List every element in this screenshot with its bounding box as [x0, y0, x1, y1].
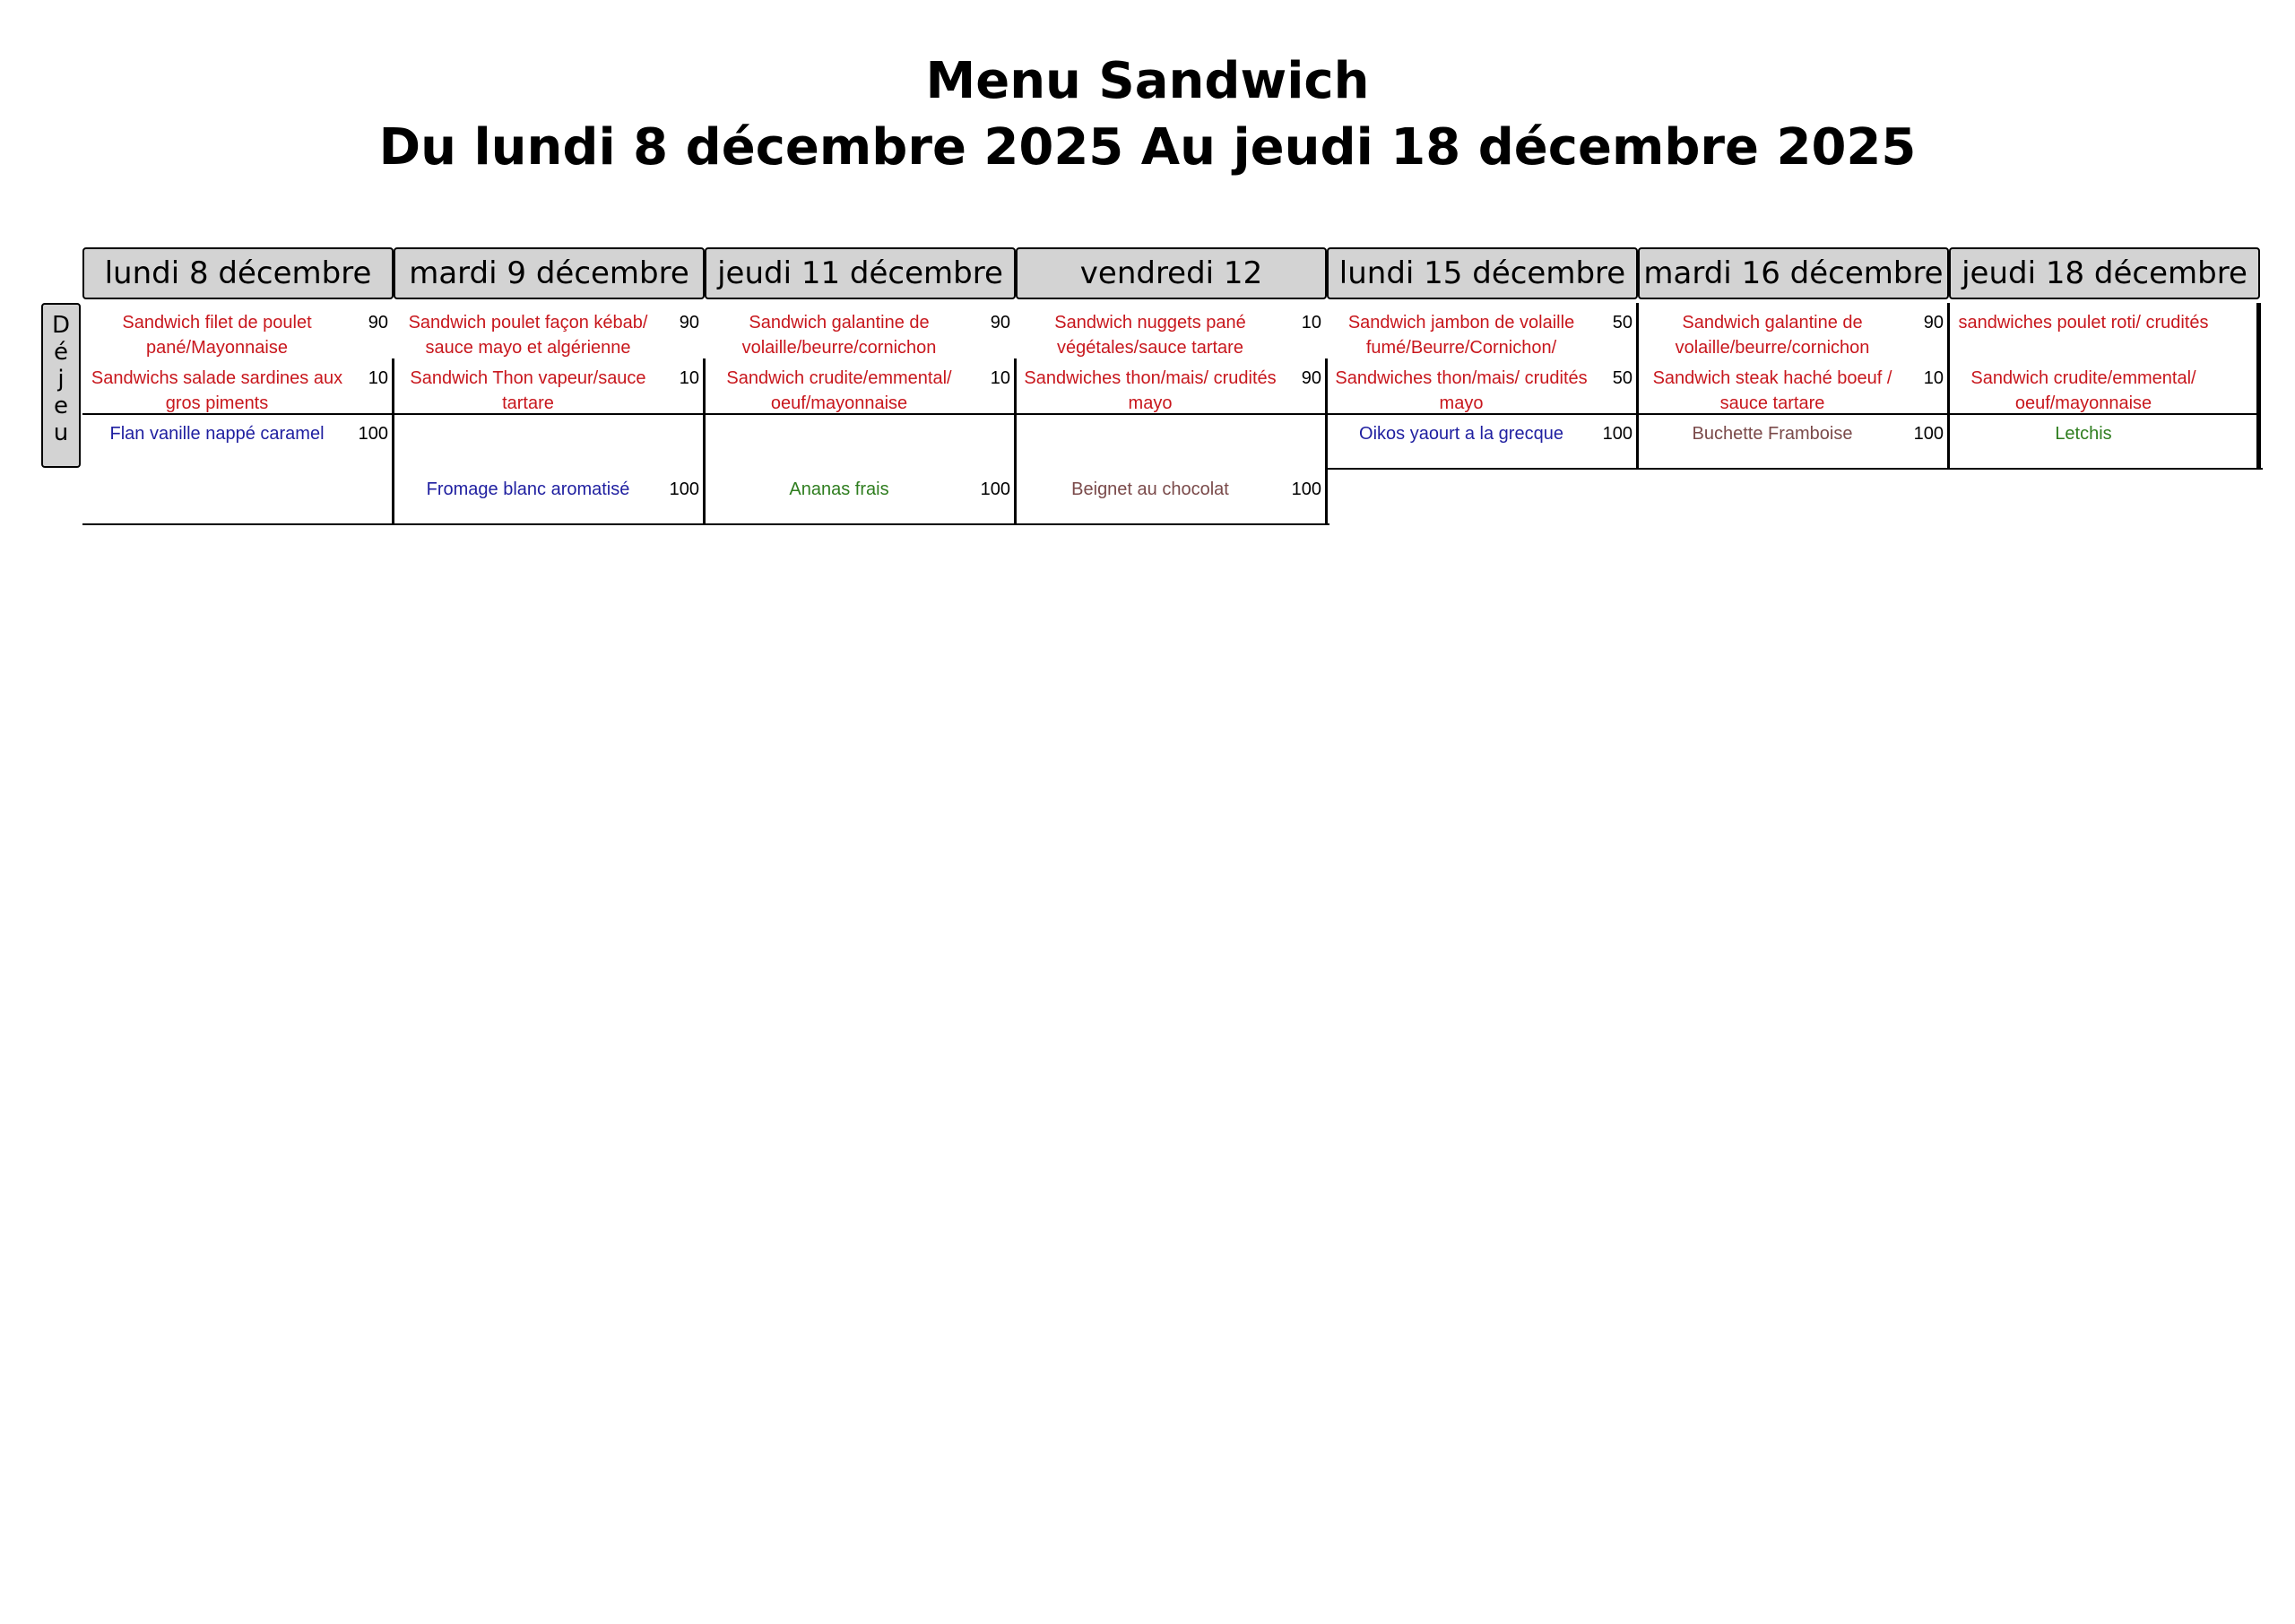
- dish-name: Sandwiches thon/mais/ crudités mayo: [1024, 368, 1277, 413]
- dish-name: Sandwich jambon de volaille fumé/Beurre/Cornichon/: [1347, 313, 1575, 358]
- dish-cell: [394, 477, 705, 527]
- table-bottom-border: [1016, 523, 1329, 525]
- dish-cell: [1327, 366, 1638, 416]
- page-subtitle: Du lundi 8 décembre 2025 Au jeudi 18 décembre 2025: [378, 118, 1917, 177]
- day-header: jeudi 11 décembre: [705, 247, 1016, 299]
- dish-name: Oikos yaourt a la grecque: [1359, 424, 1563, 444]
- dish-name: Sandwich steak haché boeuf / sauce tartare: [1652, 368, 1892, 413]
- dish-cell: [1016, 310, 1327, 360]
- dish-name: Sandwiches thon/mais/ crudités mayo: [1335, 368, 1588, 413]
- dish-cell: [1949, 366, 2260, 416]
- row-divider: [1638, 413, 1949, 415]
- dish-cell: [82, 366, 394, 416]
- dish-name: Sandwich crudite/emmental/ oeuf/mayonnaise: [1970, 368, 2196, 413]
- dish-name: Sandwichs salade sardines aux gros piments: [91, 368, 343, 413]
- row-divider: [394, 413, 705, 415]
- dish-name: Beignet au chocolat: [1071, 479, 1229, 499]
- dish-name: Fromage blanc aromatisé: [426, 479, 630, 499]
- day-header: mardi 16 décembre: [1638, 247, 1949, 299]
- dish-cell: [705, 310, 1016, 360]
- dish-quantity: 100: [980, 479, 1010, 499]
- dish-name: Ananas frais: [789, 479, 889, 499]
- row-divider: [1327, 413, 1638, 415]
- dish-cell: [1327, 310, 1638, 360]
- dish-quantity: 100: [358, 424, 388, 444]
- dish-cell: [1949, 310, 2260, 360]
- dish-quantity: 100: [1291, 479, 1321, 499]
- table-bottom-border: [1327, 468, 1641, 470]
- dish-cell: [705, 477, 1016, 527]
- row-divider: [82, 413, 394, 415]
- dish-cell: [82, 421, 394, 471]
- dish-quantity: 50: [1612, 313, 1632, 333]
- day-header: lundi 15 décembre: [1327, 247, 1638, 299]
- table-bottom-border: [705, 523, 1018, 525]
- meal-label-letters: [43, 305, 79, 446]
- dish-cell: [1016, 477, 1327, 527]
- dish-quantity: 100: [1913, 424, 1944, 444]
- row-divider: [705, 413, 1016, 415]
- meal-label: [41, 303, 81, 468]
- dish-quantity: 10: [1923, 368, 1944, 388]
- dish-cell: [394, 310, 705, 360]
- dish-cell: [1949, 421, 2260, 471]
- table-bottom-border: [394, 523, 707, 525]
- table-bottom-border: [1949, 468, 2263, 470]
- dish-cell: [1638, 421, 1949, 471]
- meal-label-letter: é: [54, 339, 68, 366]
- meal-label-letter: u: [53, 419, 69, 446]
- dish-name: Sandwich galantine de volaille/beurre/cornichon: [1675, 313, 1870, 358]
- dish-name: sandwiches poulet roti/ crudités: [1958, 313, 2209, 333]
- dish-name: Buchette Framboise: [1692, 424, 1853, 444]
- dish-quantity: 10: [990, 368, 1010, 388]
- dish-quantity: 90: [679, 313, 699, 333]
- dish-quantity: 100: [669, 479, 699, 499]
- dish-quantity: 90: [368, 313, 388, 333]
- dish-cell: [394, 366, 705, 416]
- dish-cell: [1327, 421, 1638, 471]
- dish-cell: [1638, 366, 1949, 416]
- dish-quantity: 90: [990, 313, 1010, 333]
- day-header: vendredi 12: [1016, 247, 1327, 299]
- dish-quantity: 50: [1612, 368, 1632, 388]
- page-title: Menu Sandwich: [925, 52, 1370, 110]
- meal-label-letter: e: [54, 393, 68, 419]
- day-header: lundi 8 décembre: [82, 247, 394, 299]
- day-header: mardi 9 décembre: [394, 247, 705, 299]
- dish-quantity: 10: [368, 368, 388, 388]
- row-divider: [1016, 413, 1327, 415]
- dish-cell: [705, 366, 1016, 416]
- table-right-border: [2256, 303, 2259, 470]
- dish-quantity: 100: [1602, 424, 1632, 444]
- meal-label-letter: D: [51, 312, 71, 339]
- dish-quantity: 90: [1923, 313, 1944, 333]
- dish-name: Sandwich nuggets pané végétales/sauce tartare: [1054, 313, 1246, 358]
- dish-cell: [1638, 310, 1949, 360]
- dish-name: Sandwich crudite/emmental/ oeuf/mayonnaise: [726, 368, 952, 413]
- dish-cell: [1016, 366, 1327, 416]
- meal-label-letter: j: [57, 366, 65, 393]
- dish-quantity: 10: [1301, 313, 1321, 333]
- dish-quantity: 10: [679, 368, 699, 388]
- table-bottom-border: [1638, 468, 1952, 470]
- column-divider: [1636, 303, 1639, 305]
- dish-name: Sandwich galantine de volaille/beurre/cornichon: [741, 313, 937, 358]
- row-divider: [1949, 413, 2260, 415]
- dish-cell: [82, 310, 394, 360]
- table-bottom-border: [82, 523, 396, 525]
- day-header: jeudi 18 décembre: [1949, 247, 2260, 299]
- dish-quantity: 90: [1301, 368, 1321, 388]
- column-divider: [1947, 303, 1950, 305]
- dish-name: Flan vanille nappé caramel: [109, 424, 325, 444]
- dish-name: Sandwich Thon vapeur/sauce tartare: [410, 368, 646, 413]
- dish-name: Sandwich filet de poulet pané/Mayonnaise: [122, 313, 312, 358]
- dish-name: Letchis: [2055, 424, 2112, 444]
- dish-name: Sandwich poulet façon kébab/ sauce mayo et algérienne: [408, 313, 648, 358]
